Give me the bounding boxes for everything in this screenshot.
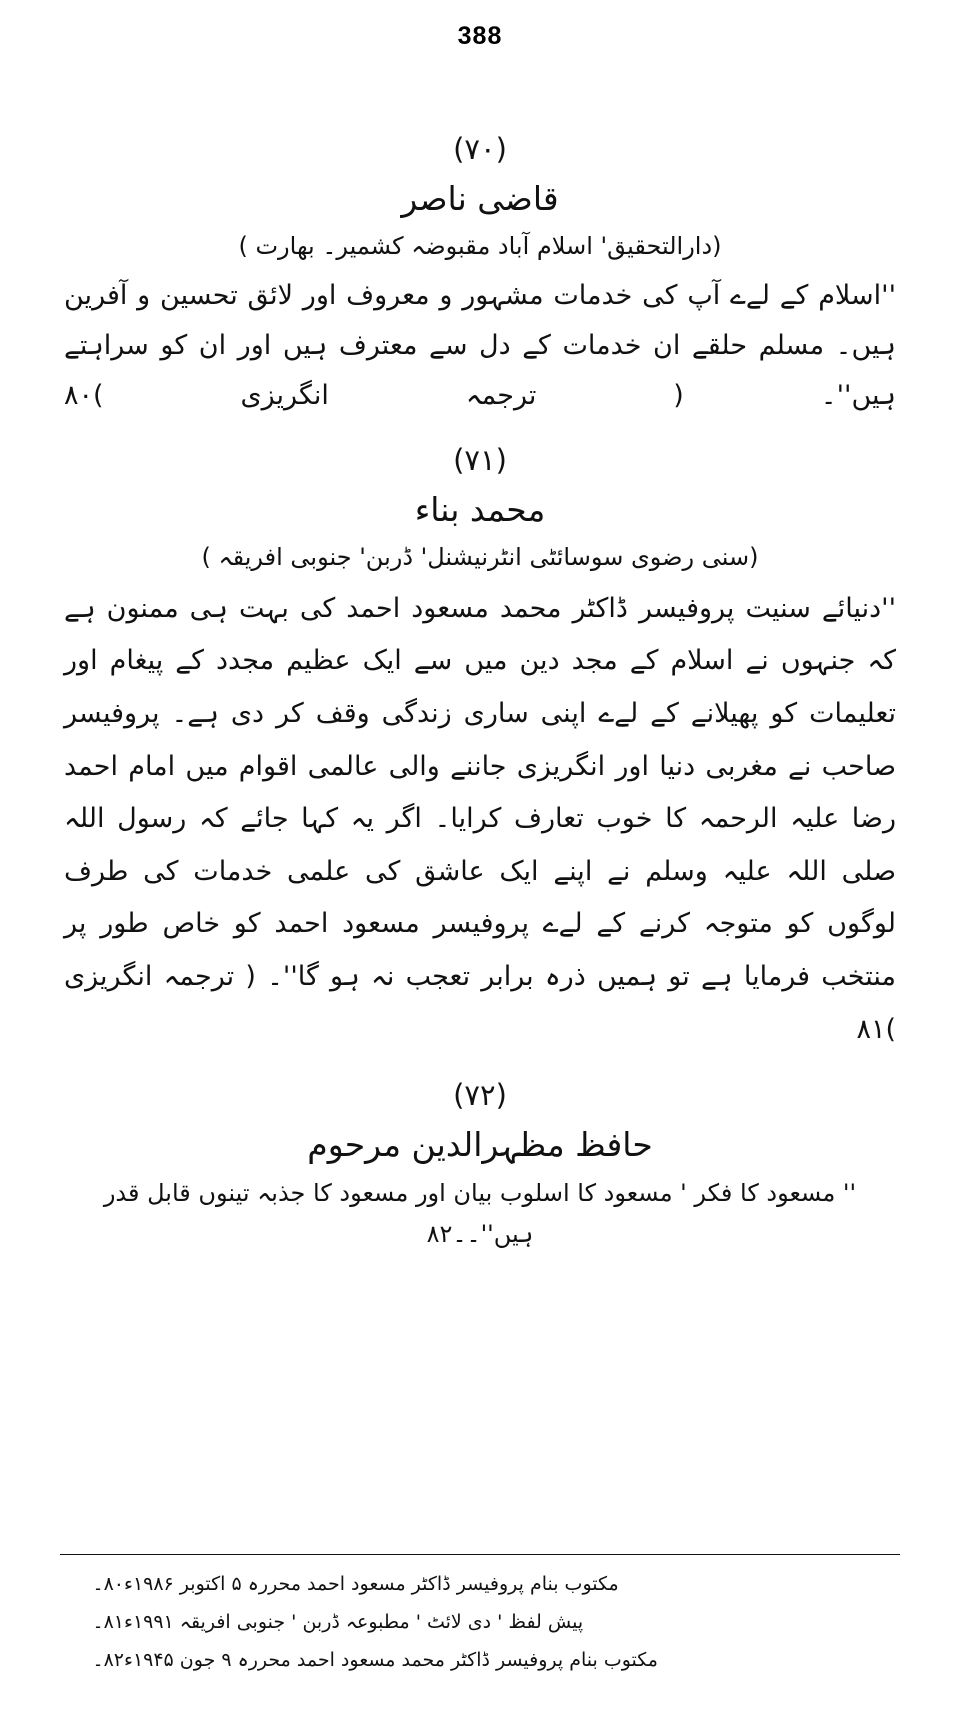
- footnote-marker: ۸۲۔: [92, 1649, 124, 1671]
- footnote-marker: ۸۰۔: [92, 1573, 124, 1595]
- footnote-block: [60, 1554, 900, 1679]
- page-body: [60, 110, 900, 1261]
- section-affiliation: (سنی رضوی سوسائٹی انٹرنیشنل' ڈربن' جنوبی افریقہ ): [201, 543, 759, 572]
- section-number: (۷۰): [453, 132, 507, 166]
- footnote-item: [60, 1603, 900, 1641]
- footnote-item: [60, 1565, 900, 1603]
- section-body: '' مسعود کا فکر ' مسعود کا اسلوب بیان اور مسعود کا جذبہ تینوں قابل قدر ہیں''۔۔۸۲: [103, 1179, 857, 1249]
- footnote-divider: [60, 1554, 900, 1555]
- section-number: (۷۱): [453, 443, 507, 478]
- footnote-item: [60, 1641, 900, 1679]
- section-affiliation: (دارالتحقیق' اسلام آباد مقبوضہ کشمیر۔ بھارت ): [238, 232, 722, 260]
- footnote-list: [60, 1565, 900, 1679]
- section-body: ''اسلام کے لےے آپ کی خدمات مشہور و معروف اور لائق تحسین و آفرین ہیں۔ مسلم حلقے ان خدمات کے دل سے معترف ہیں اور ان کو سراہتے ہیں''۔ ( ترجمہ انگریزی )۸۰: [64, 280, 896, 412]
- section-72: [60, 1074, 900, 1255]
- section-body: ''دنیائے سنیت پروفیسر ڈاکٹر محمد مسعود احمد کی بہت ہی ممنون ہے کہ جنہوں نے اسلام کے مجد دین میں سے ایک عظیم مجدد کے پیغام اور تعلیمات کو پھیلانے کے لےے اپنی ساری زندگی وقف کر دی ہے۔ پروفیسر صاحب نے مغربی دنیا اور انگریزی جاننے والی عالمی اقوام میں امام احمد رضا علیہ الرحمہ کا خوب تعارف کرایا۔ اگر یہ کہا جائے کہ رسول اللہ صلی اللہ علیہ وسلم نے اپنے ایک عاشق کی علمی خدمات کی طرف لوگوں کو متوجہ کرنے کے لےے پروفیسر مسعود احمد کو خاص طور پر منتخب فرمایا ہے تو ہمیں ذرہ برابر تعجب نہ ہو گا''۔ ( ترجمہ انگریزی )۸۱: [64, 592, 896, 1045]
- page-number: 388: [457, 22, 503, 50]
- section-number: (۷۲): [453, 1078, 507, 1113]
- footnote-text: مکتوب بنام پروفیسر ڈاکٹر محمد مسعود احمد محررہ ۹ جون ۱۹۴۵ء: [124, 1649, 658, 1671]
- section-70: [60, 128, 900, 421]
- section-title: حافظ مظہرالدین مرحوم: [307, 1124, 653, 1164]
- section-title: محمد بناء: [414, 489, 546, 529]
- footnote-marker: ۸۱۔: [92, 1611, 124, 1633]
- section-71: [60, 439, 900, 1056]
- footnote-text: پیش لفظ ' دی لائٹ ' مطبوعہ ڈربن ' جنوبی افریقہ ۱۹۹۱ء: [124, 1611, 584, 1633]
- footnote-text: مکتوب بنام پروفیسر ڈاکٹر مسعود احمد محررہ ۵ اکتوبر ۱۹۸۶ء: [124, 1573, 619, 1595]
- section-title: قاضی ناصر: [401, 178, 559, 218]
